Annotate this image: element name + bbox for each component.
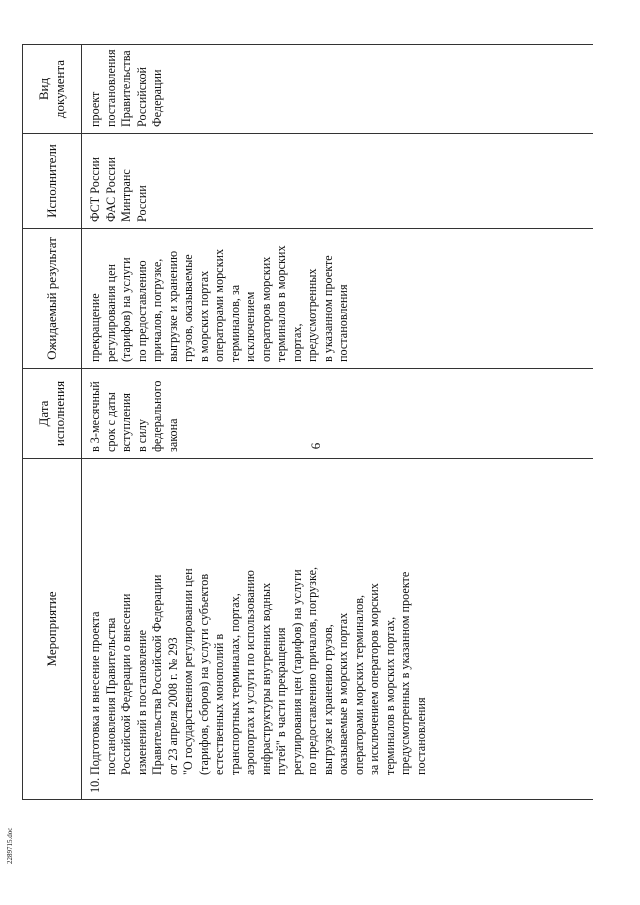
cell-executors [82,134,594,229]
result-line: грузов, оказываемые [181,254,195,362]
executors-text [88,138,150,222]
date-line: федерального [150,380,164,452]
header-doc-type: Вид документа [23,45,82,134]
page-number: 6 [308,442,323,450]
table-row [82,45,594,800]
cell-doc-type [82,45,594,134]
result-line: регулирования цен [103,263,118,362]
measure-line: транспортных терминалах, портах, [227,593,242,775]
measure-line: Российской Федерации о внесении [119,593,133,775]
cell-date [82,369,594,459]
result-line: причалов, погрузке, [150,258,164,362]
date-line: в 3-месячный [88,381,102,452]
result-line: постановления [336,284,350,362]
measures-table [22,44,593,800]
executor-line: России [134,185,149,222]
doc-type-line: Правительства [119,50,133,127]
measure-line: Правительства Российской Федерации [150,574,164,775]
date-text [88,373,181,452]
measure-line: за исключением операторов морских [367,583,381,775]
result-text [88,233,352,362]
measure-line: предусмотренных в указанном проекте [398,571,412,775]
measure-line: (тарифов, сборов) на услуги субъектов [196,573,211,775]
header-measure: Мероприятие [23,459,82,800]
footer-document-code: 2289715.doc [6,827,14,864]
doc-type-line: постановления [103,49,118,127]
date-line: срок с даты [103,392,118,452]
measure-line: выгрузке и хранению грузов, [320,624,335,775]
measure-line: по предоставлению причалов, погрузке, [305,566,319,775]
result-line: предусмотренных [305,268,319,362]
result-line: в указанном проекте [320,255,335,362]
header-date: Дата исполнения [23,369,82,459]
header-result: Ожидаемый результат [23,229,82,369]
measure-line: "О государственном регулировании цен [181,568,195,775]
result-line: портах, [289,323,304,362]
doc-type-line: Федерации [150,69,164,127]
result-line: терминалов, за [227,284,242,362]
row-number: 10. [88,777,102,793]
rotated-page-content [22,45,632,800]
date-line: в силу [134,419,149,452]
result-line: в морских портах [196,270,211,362]
measure-text [88,463,429,793]
result-line: по предоставлению [134,260,149,362]
result-line: исключением [243,291,257,362]
result-line: операторов морских [258,256,273,362]
measure-line: оказываемые в морских портах [336,612,350,775]
doc-type-line: проект [88,91,102,127]
doc-type-text [88,49,166,127]
measure-line: изменений в постановление [134,629,149,775]
cell-result [82,229,594,369]
result-line: операторами морских [212,248,226,362]
result-line: выгрузке и хранению [165,250,180,362]
measure-line: от 23 апреля 2008 г. № 293 [165,637,180,775]
table-header-row [23,45,82,800]
measure-line: путей" в части прекращения [274,627,288,775]
result-line: терминалов в морских [274,245,288,362]
result-line: (тарифов) на услуги [119,257,133,362]
measure-line: постановления [413,697,428,775]
measure-line: регулирования цен (тарифов) на услуги [289,569,304,775]
date-line: вступления [119,392,133,452]
executor-line: Минтранс [119,169,133,222]
result-line: прекращение [88,293,102,362]
date-line: закона [165,418,180,452]
doc-type-line: Российской [134,66,149,127]
measure-line: операторами морских терминалов, [351,594,366,775]
measure-line: терминалов в морских портах, [382,616,397,775]
measure-line: инфраструктуры внутренних водных [258,582,273,775]
cell-measure [82,459,594,800]
measure-line: постановления Правительства [103,617,118,775]
measure-line: аэропортах и услуги по использованию [243,570,257,775]
executor-line: ФСТ России [88,157,102,222]
measure-line: 10.Подготовка и внесение проекта [88,611,102,793]
executor-line: ФАС России [103,157,118,222]
measure-line: естественных монополий в [212,633,226,775]
header-executors: Исполнители [23,134,82,229]
